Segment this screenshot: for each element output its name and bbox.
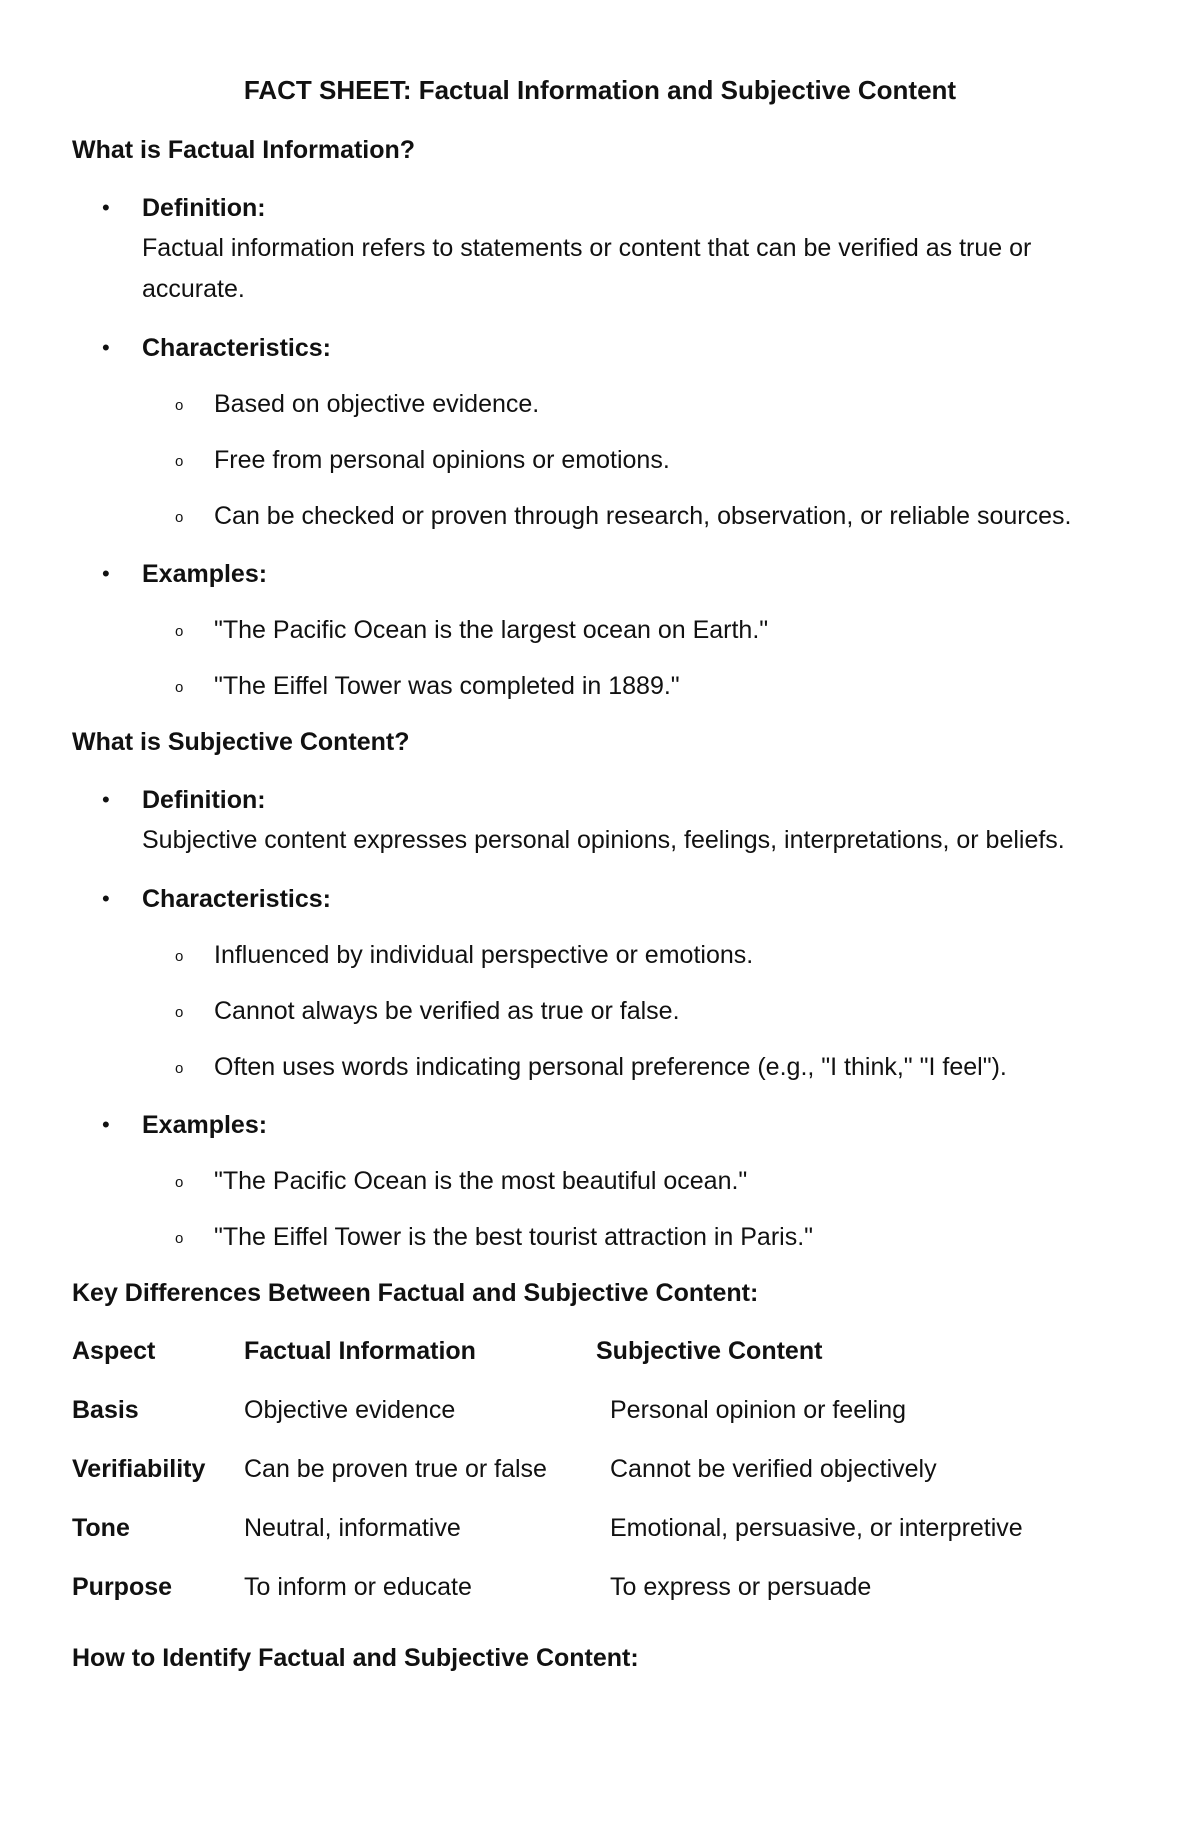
subjective-characteristics-item: [72, 879, 1128, 1087]
subjective-heading: What is Subjective Content?: [72, 728, 410, 756]
list-item: [142, 384, 1128, 424]
factual-heading: What is Factual Information?: [72, 136, 416, 164]
factual-examples-list: [142, 610, 1128, 706]
subjective-list: [72, 780, 1128, 1257]
list-item: [142, 935, 1128, 975]
list-item-text: o "The Eiffel Tower is the best tourist attraction in Paris.": [214, 1223, 814, 1251]
subjective-examples-item: [72, 1105, 1128, 1257]
subjective-examples-label: • Examples:: [142, 1111, 268, 1139]
table-cell-aspect: Basis: [72, 1396, 139, 1424]
factual-definition-text: Factual information refers to statements or content that can be verified as true or accurate.: [142, 234, 1032, 303]
column-header: Aspect: [72, 1337, 156, 1365]
table-cell: To inform or educate: [244, 1573, 472, 1601]
table-cell: Can be proven true or false: [244, 1455, 547, 1483]
table-cell-aspect: Purpose: [72, 1573, 173, 1601]
subjective-definition-text: Subjective content expresses personal opinions, feelings, interpretations, or beliefs.: [142, 826, 1065, 854]
subjective-examples-list: [142, 1161, 1128, 1257]
table-cell-aspect: Verifiability: [72, 1455, 206, 1483]
table-cell: Objective evidence: [244, 1396, 456, 1424]
list-item: [142, 496, 1128, 536]
table-row: [72, 1390, 1116, 1449]
column-header: Subjective Content: [596, 1337, 823, 1365]
identify-heading: How to Identify Factual and Subjective Content:: [72, 1644, 639, 1672]
subjective-definition-label: • Definition:: [142, 786, 266, 814]
list-item-text: o "The Pacific Ocean is the largest ocean on Earth.": [214, 616, 769, 644]
table-cell: Cannot be verified objectively: [610, 1455, 937, 1483]
list-item-text: o Often uses words indicating personal preference (e.g., "I think," "I feel").: [214, 1053, 1007, 1081]
factual-characteristics-list: [142, 384, 1128, 536]
list-item: [142, 610, 1128, 650]
factual-examples-label: • Examples:: [142, 560, 268, 588]
table-cell: Personal opinion or feeling: [610, 1396, 907, 1424]
list-item-text: o Based on objective evidence.: [214, 390, 540, 418]
factual-definition-item: [72, 188, 1128, 310]
list-item: [142, 666, 1128, 706]
differences-heading: Key Differences Between Factual and Subjective Content:: [72, 1279, 759, 1307]
list-item: [142, 991, 1128, 1031]
table-header-row: [72, 1331, 1116, 1390]
page-title: FACT SHEET: Factual Information and Subjective Content: [243, 75, 957, 105]
list-item-text: o Influenced by individual perspective or emotions.: [214, 941, 754, 969]
list-item-text: o "The Pacific Ocean is the most beautiful ocean.": [214, 1167, 748, 1195]
factual-characteristics-label: • Characteristics:: [142, 334, 331, 362]
differences-table: [72, 1331, 1116, 1626]
column-header: Factual Information: [244, 1337, 476, 1365]
table-row: [72, 1508, 1116, 1567]
list-item-text: o Free from personal opinions or emotions.: [214, 446, 670, 474]
list-item: [142, 1161, 1128, 1201]
list-item: [142, 1047, 1128, 1087]
subjective-characteristics-label: • Characteristics:: [142, 885, 331, 913]
table-row: [72, 1567, 1116, 1626]
subjective-characteristics-list: [142, 935, 1128, 1087]
factual-list: [72, 188, 1128, 706]
factual-characteristics-item: [72, 328, 1128, 536]
subjective-definition-item: [72, 780, 1128, 861]
table-cell-aspect: Tone: [72, 1514, 130, 1542]
list-item-text: o Cannot always be verified as true or false.: [214, 997, 680, 1025]
list-item: [142, 440, 1128, 480]
factual-examples-item: [72, 554, 1128, 706]
list-item-text: o Can be checked or proven through research, observation, or reliable sources.: [214, 502, 1072, 530]
factual-definition-label: • Definition:: [142, 194, 266, 222]
table-cell: Emotional, persuasive, or interpretive: [610, 1514, 1023, 1542]
list-item-text: o "The Eiffel Tower was completed in 1889.": [214, 672, 680, 700]
table-row: [72, 1449, 1116, 1508]
table-cell: Neutral, informative: [244, 1514, 461, 1542]
table-cell: To express or persuade: [610, 1573, 872, 1601]
list-item: [142, 1217, 1128, 1257]
